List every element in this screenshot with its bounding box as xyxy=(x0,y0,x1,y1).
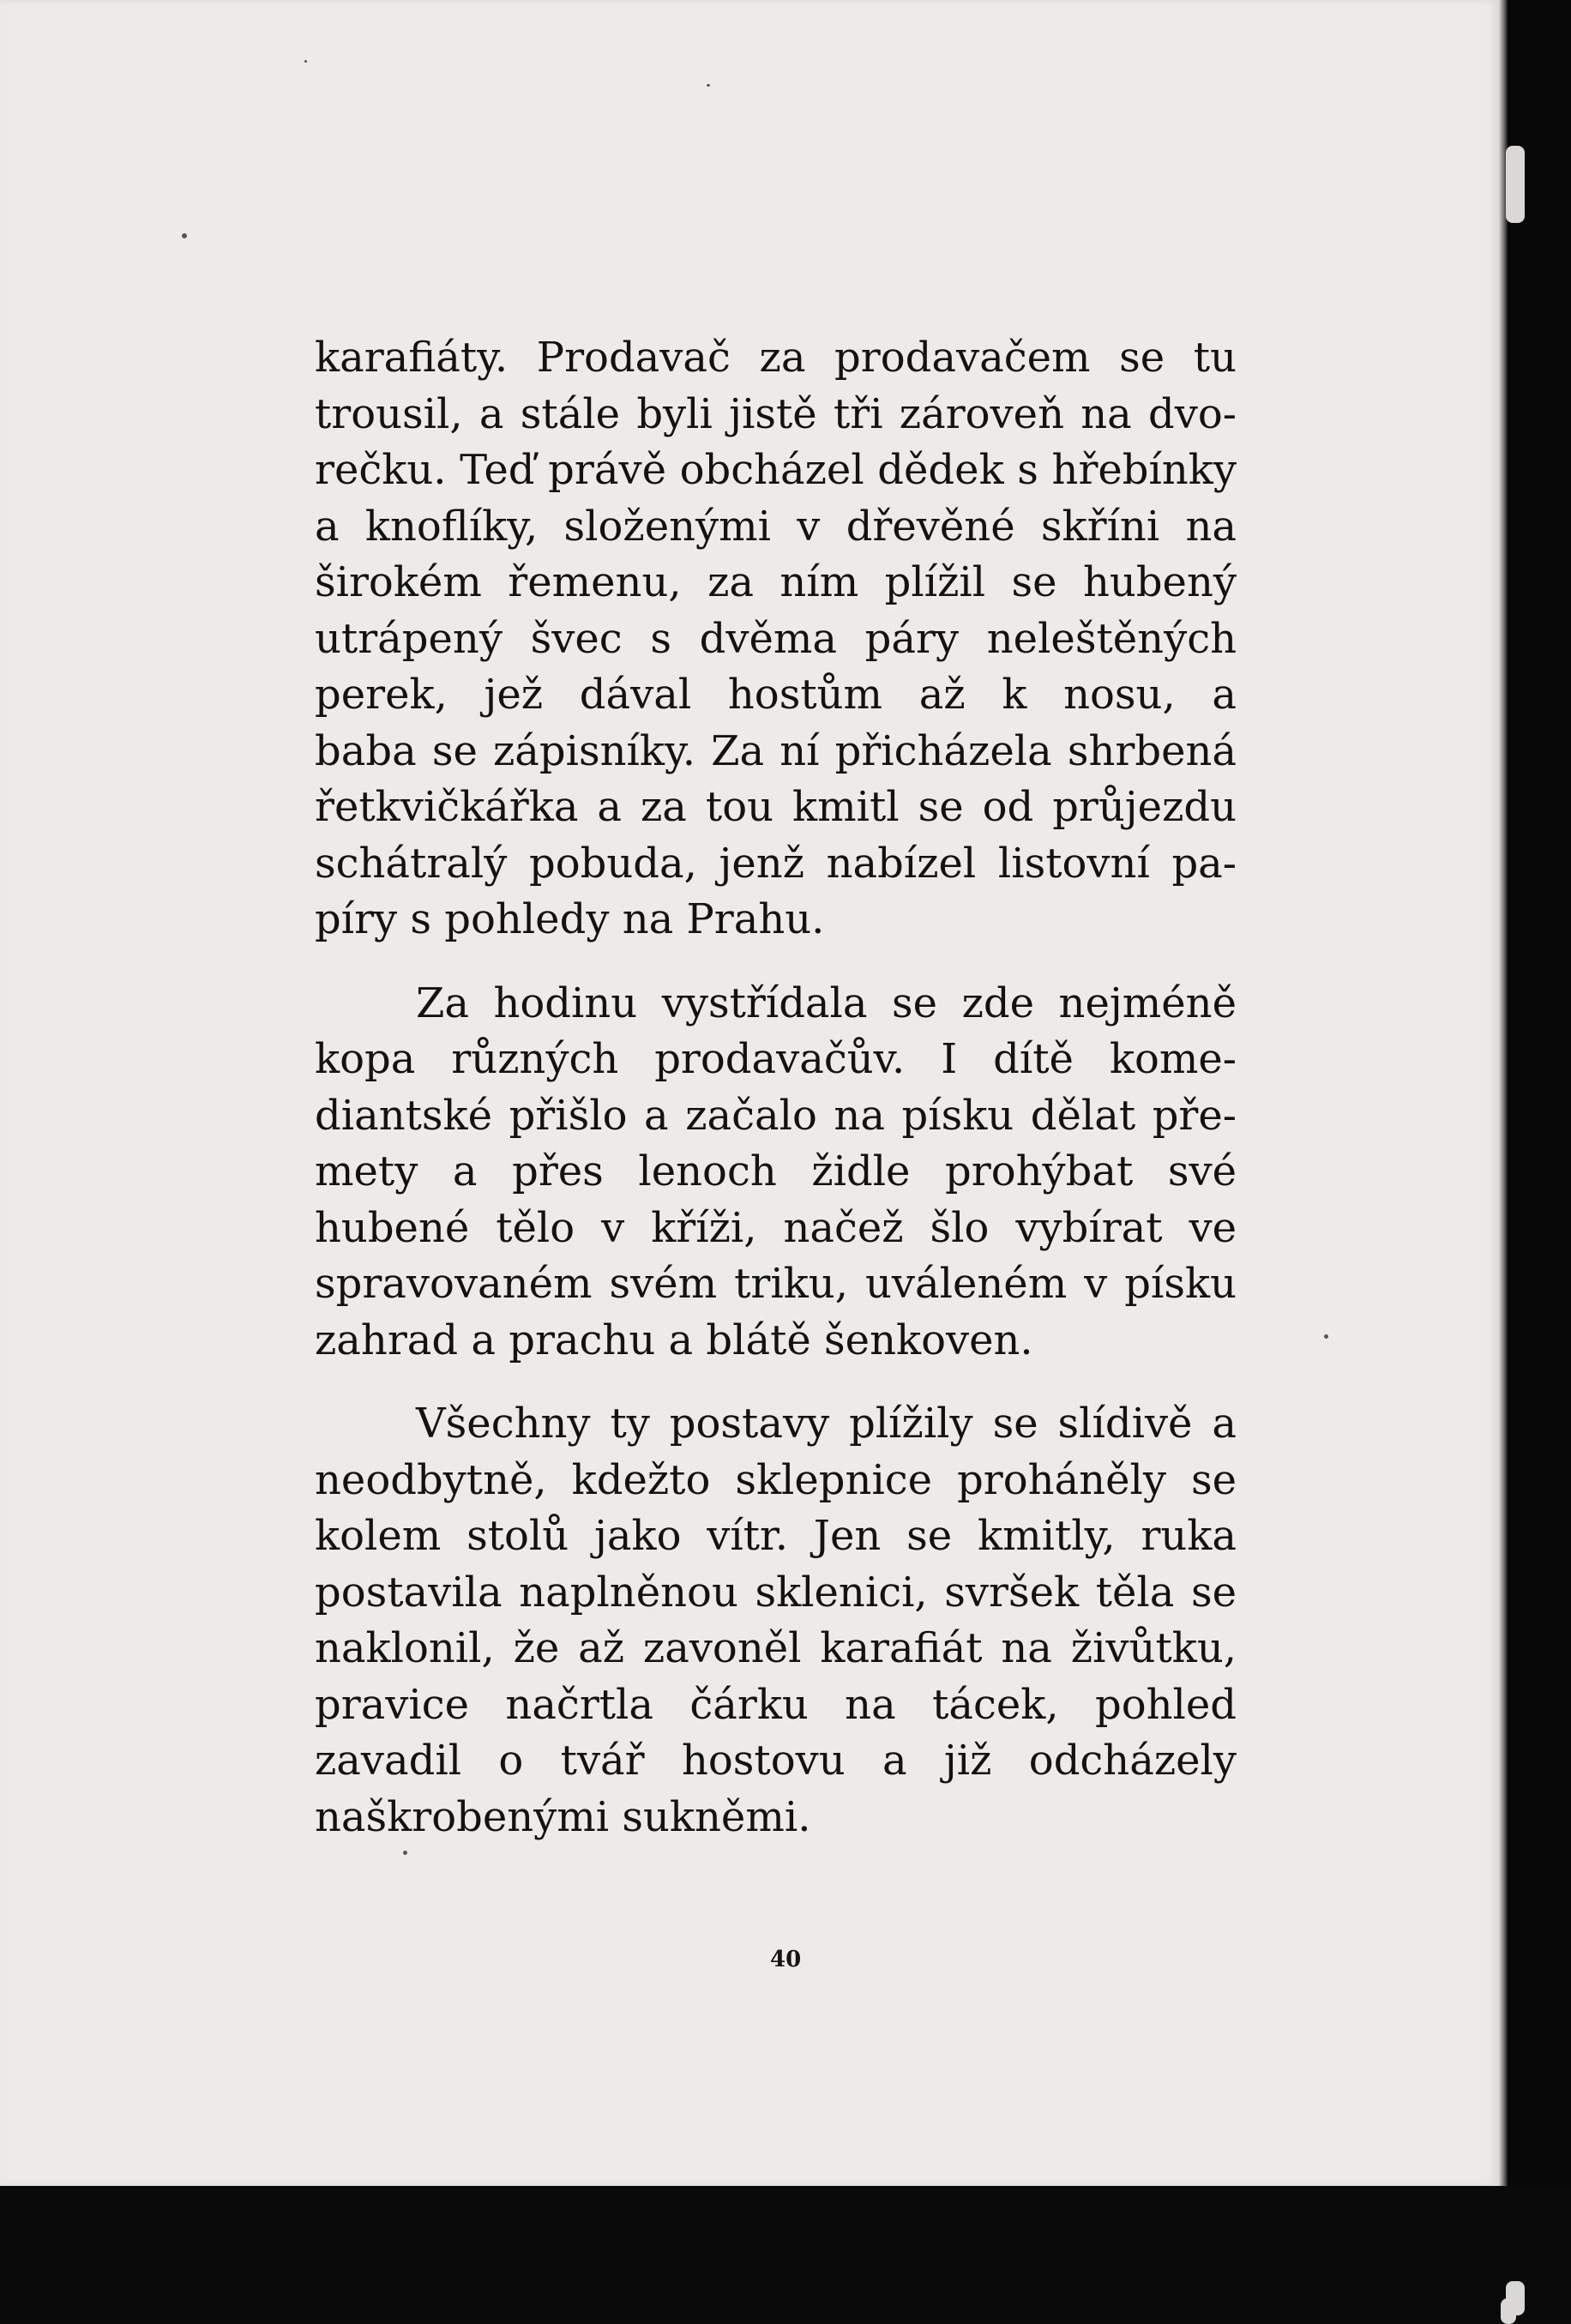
text-line: rečku. Teď právě obcházel dědek s hřebínky xyxy=(315,446,1237,494)
text-line: schátralý pobuda, jenž nabízel listovní pa- xyxy=(315,839,1237,888)
text-line: pravice načrtla čárku na tácek, pohled xyxy=(315,1680,1237,1729)
text-line: kolem stolů jako vítr. Jen se kmitly, ruka xyxy=(315,1512,1237,1560)
text-line: naklonil, že až zavoněl karafiát na živůtku, xyxy=(315,1624,1237,1672)
paragraph-1 xyxy=(315,330,1237,948)
text-line: Všechny ty postavy plížily se slídivě a xyxy=(416,1400,1237,1448)
text-line: diantské přišlo a začalo na písku dělat pře- xyxy=(315,1091,1237,1140)
page-number: 40 xyxy=(770,1947,802,1972)
text-line: Za hodinu vystřídala se zde nejméně xyxy=(416,978,1237,1027)
text-line: utrápený švec s dvěma páry neleštěných xyxy=(315,614,1237,663)
text-line: řetkvičkářka a za tou kmitl se od průjezdu xyxy=(315,783,1237,831)
paragraph-2 xyxy=(315,976,1237,1370)
paragraph-3 xyxy=(315,1396,1237,1845)
paper-speck xyxy=(182,233,187,238)
text-line: kopa různých prodavačův. I dítě kome- xyxy=(315,1035,1237,1083)
text-line: neodbytně, kdežto sklepnice proháněly se xyxy=(315,1455,1237,1504)
text-line: perek, jež dával hostům až k nosu, a xyxy=(315,671,1237,719)
text-line: spravovaném svém triku, uváleném v písku xyxy=(315,1260,1237,1308)
text-line: širokém řemenu, za ním plížil se hubený xyxy=(315,558,1237,606)
page-edge xyxy=(1499,0,1508,2186)
body-text xyxy=(315,330,1237,1845)
paper-speck xyxy=(304,60,307,63)
text-line: zavadil o tvář hostovu a již odcházely xyxy=(315,1737,1237,1785)
text-line: a knoflíky, složenými v dřevěné skříni na xyxy=(315,502,1237,551)
text-line: píry s pohledy na Prahu. xyxy=(315,895,825,943)
text-line: trousil, a stále byli jistě tři zároveň na dvo- xyxy=(315,389,1237,438)
paper-speck xyxy=(403,1851,407,1855)
text-line: karafiáty. Prodavač za prodavačem se tu xyxy=(315,334,1237,382)
text-line: postavila naplněnou sklenici, svršek těla se xyxy=(315,1568,1237,1617)
text-line: naškrobenými sukněmi. xyxy=(315,1792,811,1841)
binding-mark xyxy=(1506,146,1525,223)
text-line: mety a přes lenoch židle prohýbat své xyxy=(315,1147,1237,1195)
book-binding xyxy=(1499,0,1571,2186)
text-line: hubené tělo v kříži, načež šlo vybírat ve xyxy=(315,1203,1237,1252)
paper-speck xyxy=(707,84,710,87)
text-line: baba se zápisníky. Za ní přicházela shrbená xyxy=(315,726,1237,775)
binding-mark xyxy=(1501,2298,1516,2324)
text-line: zahrad a prachu a blátě šenkoven. xyxy=(315,1316,1033,1364)
paper-speck xyxy=(1324,1334,1328,1339)
